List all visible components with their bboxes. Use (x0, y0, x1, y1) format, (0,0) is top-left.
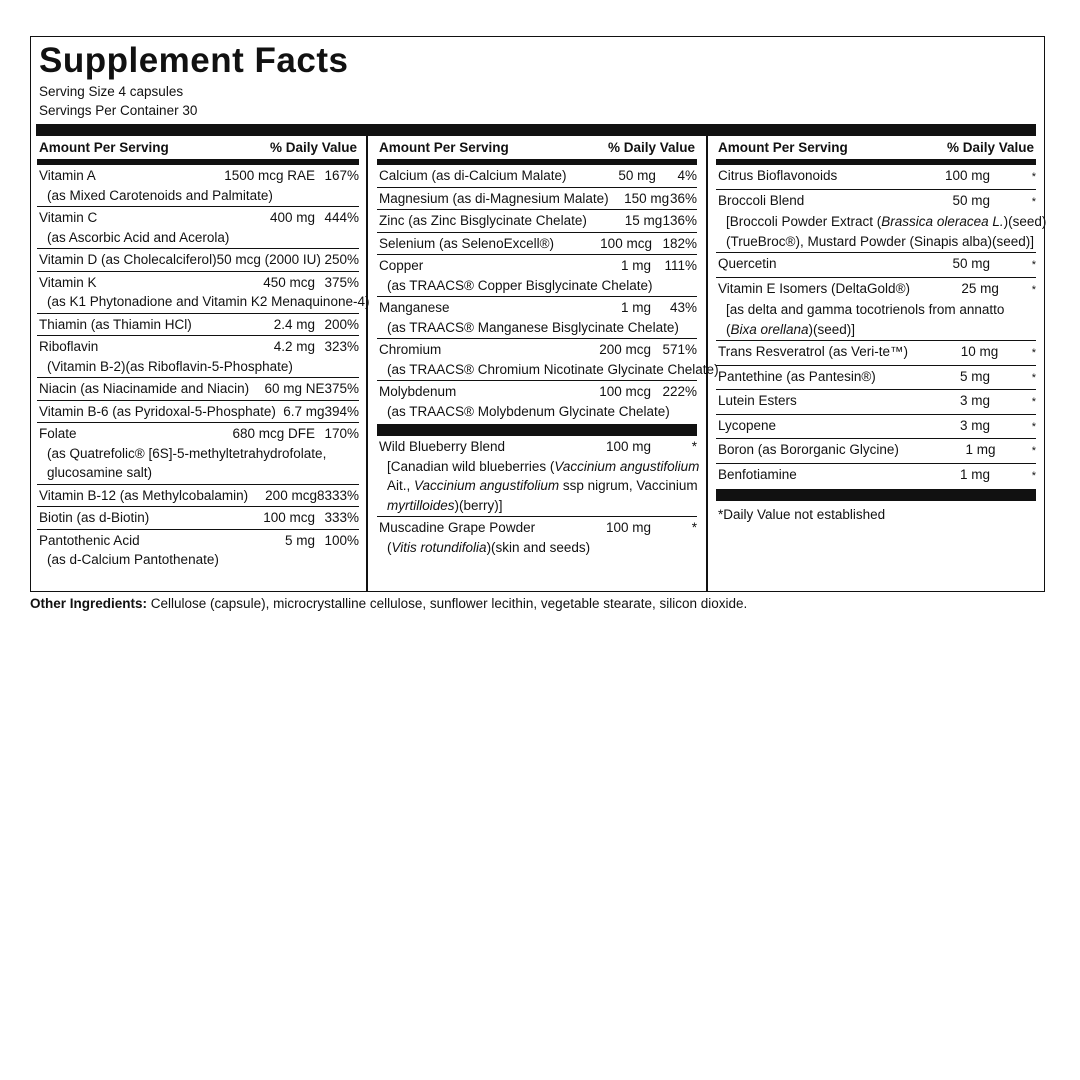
nutrient-amount: 1 mg (620, 300, 651, 315)
amount-per-serving-label: Amount Per Serving (39, 140, 169, 155)
daily-value: 394% (324, 403, 359, 419)
footnote: *Daily Value not established (718, 507, 886, 522)
nutrient-amount: 200 mcg (599, 342, 651, 357)
section-divider-bar (716, 489, 1036, 501)
daily-value: * (1031, 259, 1036, 271)
row-main (37, 424, 359, 444)
daily-value: 182% (662, 235, 697, 251)
table-row (716, 278, 1036, 342)
nutrient-source: (Vitis rotundifolia)(skin and seeds) (387, 539, 591, 555)
row-main (716, 166, 1036, 188)
daily-value: * (1031, 396, 1036, 408)
daily-value: * (1031, 195, 1036, 208)
table-row (377, 188, 697, 211)
row-main (377, 256, 697, 276)
row-main (716, 440, 1036, 462)
nutrient-list (377, 165, 719, 422)
row-main (377, 211, 697, 231)
table-row (37, 401, 359, 424)
table-row (377, 436, 700, 517)
row-main (37, 402, 359, 422)
nutrient-source: [as delta and gamma tocotrienols from annatto (726, 302, 1005, 317)
row-main (716, 254, 1036, 276)
table-row (37, 530, 359, 571)
daily-value: * (691, 439, 697, 454)
table-row (377, 255, 697, 297)
nutrient-name: Lutein Esters (718, 393, 797, 408)
nutrient-source: (Vitamin B-2)(as Riboflavin-5-Phosphate) (47, 358, 293, 374)
table-row (716, 165, 1036, 190)
daily-value: * (1031, 445, 1036, 457)
supplement-facts-panel (30, 36, 1045, 592)
nutrient-name: Vitamin A (39, 168, 96, 183)
nutrient-amount: 15 mg (624, 213, 663, 228)
nutrient-name: Citrus Bioflavonoids (718, 168, 838, 183)
daily-value-label: % Daily Value (607, 140, 695, 155)
row-main (377, 518, 697, 538)
nutrient-name: Pantothenic Acid (39, 532, 140, 548)
daily-value: 222% (662, 384, 697, 399)
daily-value: * (1031, 420, 1036, 433)
table-row (37, 207, 359, 249)
section-divider-bar (377, 424, 697, 436)
row-main (37, 486, 359, 506)
daily-value: 571% (662, 342, 697, 357)
row-main (37, 273, 359, 293)
nutrient-name: Vitamin B-6 (as Pyridoxal-5-Phosphate) (39, 403, 276, 419)
table-row (37, 507, 359, 530)
nutrient-source: (as TRAACS® Molybdenum Glycinate Chelate) (387, 403, 670, 419)
nutrient-amount: 100 mcg (599, 384, 651, 399)
nutrient-name: Trans Resveratrol (as Veri-te™) (718, 344, 909, 359)
nutrient-name: Broccoli Blend (718, 192, 805, 208)
nutrient-amount: 25 mg (961, 280, 999, 296)
nutrient-amount: 400 mg (269, 210, 315, 225)
row-main (716, 391, 1036, 413)
row-main (716, 191, 1036, 213)
row-main (716, 416, 1036, 438)
column-header (377, 136, 697, 165)
row-main (377, 166, 697, 186)
amount-per-serving-label: Amount Per Serving (379, 140, 509, 155)
nutrient-name: Biotin (as d-Biotin) (39, 510, 150, 525)
column-header (716, 136, 1036, 165)
row-main (37, 208, 359, 228)
nutrient-name: Vitamin C (39, 210, 98, 225)
row-main (377, 382, 697, 402)
nutrient-amount: 1 mg (620, 258, 651, 273)
nutrient-source: glucosamine salt) (47, 465, 153, 480)
nutrient-source: (as K1 Phytonadione and Vitamin K2 Menaquinone-4) (47, 294, 370, 309)
other-ingredients-label: Other Ingredients: (30, 596, 148, 611)
row-main (37, 508, 359, 528)
nutrient-source: (as TRAACS® Copper Bisglycinate Chelate) (387, 277, 653, 293)
daily-value: * (1031, 283, 1036, 296)
table-row (37, 336, 359, 378)
daily-value: 100% (324, 532, 359, 548)
nutrient-name: Vitamin D (as Cholecalciferol) (39, 252, 217, 267)
nutrient-amount: 1 mg (965, 442, 996, 457)
row-main (37, 166, 359, 186)
daily-value: 4% (677, 168, 697, 183)
nutrient-source: (as TRAACS® Manganese Bisglycinate Chelate) (387, 319, 679, 335)
nutrient-source: (as Quatrefolic® [6S]-5-methyltetrahydrofolate, (47, 445, 327, 461)
table-row (716, 341, 1036, 366)
other-ingredients-text: Cellulose (capsule), microcrystalline cellulose, sunflower lecithin, vegetable stearate, silicon dioxide. (147, 596, 748, 611)
nutrient-name: Vitamin K (39, 274, 97, 290)
column-divider (366, 136, 368, 591)
table-row (716, 366, 1036, 391)
column-1 (37, 136, 370, 571)
nutrient-source: (TrueBroc®), Mustard Powder (Sinapis alba)(seed)] (726, 233, 1035, 249)
nutrient-amount: 50 mg (952, 256, 990, 271)
column-header (37, 136, 359, 165)
nutrient-source: myrtilloides)(berry)] (387, 497, 503, 513)
table-row (716, 439, 1036, 464)
nutrient-name: Magnesium (as di-Magnesium Malate) (379, 190, 609, 206)
daily-value: * (1031, 469, 1036, 482)
nutrient-source: (as Mixed Carotenoids and Palmitate) (47, 187, 273, 203)
nutrient-amount: 60 mg NE (264, 381, 325, 396)
nutrient-name: Thiamin (as Thiamin HCl) (39, 316, 192, 332)
nutrient-amount: 10 mg (960, 344, 999, 359)
row-main (377, 437, 697, 457)
table-row (716, 253, 1036, 278)
nutrient-name: Quercetin (718, 256, 777, 271)
daily-value: * (1031, 371, 1036, 384)
row-main (37, 531, 359, 551)
nutrient-name: Molybdenum (379, 384, 457, 399)
ingredient-list (716, 165, 1047, 487)
table-row (37, 314, 359, 337)
table-row (377, 517, 697, 558)
daily-value: * (1031, 347, 1036, 359)
nutrient-name: Niacin (as Niacinamide and Niacin) (39, 381, 250, 396)
row-main (377, 340, 697, 360)
daily-value: 375% (324, 381, 359, 396)
row-main (377, 189, 697, 209)
daily-value: 170% (324, 426, 359, 441)
nutrient-name: Chromium (379, 342, 442, 357)
panel-title: Supplement Facts (39, 41, 349, 80)
nutrient-name: Riboflavin (39, 339, 99, 354)
nutrient-amount: 3 mg (959, 393, 990, 408)
nutrient-source: (Bixa orellana)(seed)] (726, 321, 856, 337)
amount-per-serving-label: Amount Per Serving (718, 140, 848, 155)
daily-value: 200% (324, 316, 359, 332)
table-row (37, 272, 370, 314)
daily-value: 111% (664, 258, 697, 273)
nutrient-amount: 4.2 mg (273, 339, 315, 354)
nutrient-amount: 2.4 mg (273, 316, 315, 332)
nutrient-amount: 450 mcg (263, 274, 315, 290)
table-row (716, 390, 1036, 415)
serving-size: Serving Size 4 capsules (39, 84, 184, 99)
table-row (37, 378, 359, 401)
row-main (716, 367, 1036, 389)
nutrient-name: Folate (39, 426, 77, 441)
nutrient-amount: 150 mg (624, 190, 670, 206)
nutrient-amount: 200 mcg (265, 487, 317, 503)
daily-value: * (1031, 171, 1036, 183)
nutrient-amount: 5 mg (284, 532, 315, 548)
nutrient-name: Zinc (as Zinc Bisglycinate Chelate) (379, 213, 587, 228)
column-2 (377, 136, 719, 558)
nutrient-amount: 50 mg (618, 168, 656, 183)
nutrient-name: Selenium (as SelenoExcell®) (379, 235, 555, 251)
daily-value-label: % Daily Value (946, 140, 1034, 155)
column-3 (716, 136, 1047, 522)
row-main (377, 234, 697, 254)
table-row (716, 190, 1047, 254)
nutrient-amount: 50 mcg (2000 IU) (216, 252, 321, 267)
daily-value: 250% (324, 252, 359, 267)
nutrient-source: [Broccoli Powder Extract (Brassica oleracea L.)(seed) (726, 214, 1047, 229)
other-ingredients (30, 596, 747, 611)
row-main (37, 315, 359, 335)
row-main (716, 465, 1036, 487)
row-main (377, 298, 697, 318)
nutrient-name: Vitamin E Isomers (DeltaGold®) (718, 280, 911, 296)
nutrient-amount: 100 mg (944, 168, 990, 183)
nutrient-name: Benfotiamine (718, 466, 797, 482)
row-main (37, 379, 359, 399)
daily-value-label: % Daily Value (269, 140, 357, 155)
nutrient-amount: 100 mcg (600, 235, 652, 251)
nutrient-amount: 1 mg (959, 466, 990, 482)
servings-per-container: Servings Per Container 30 (39, 103, 198, 118)
table-row (377, 165, 697, 188)
nutrient-name: Wild Blueberry Blend (379, 439, 506, 454)
nutrient-amount: 50 mg (952, 192, 990, 208)
daily-value: 333% (324, 510, 359, 525)
top-divider-bar (36, 124, 1036, 136)
nutrient-amount: 3 mg (959, 417, 990, 433)
blend-list (377, 436, 700, 558)
nutrient-amount: 1500 mcg RAE (224, 168, 315, 183)
nutrient-source: (as d-Calcium Pantothenate) (47, 552, 219, 567)
daily-value: 36% (669, 190, 697, 206)
row-main (716, 279, 1036, 301)
nutrient-amount: 100 mg (605, 520, 651, 535)
table-row (37, 165, 359, 207)
nutrient-amount: 6.7 mg (283, 403, 325, 419)
row-main (37, 250, 359, 270)
table-row (377, 339, 719, 381)
daily-value: 167% (324, 168, 359, 183)
nutrient-name: Manganese (379, 300, 450, 315)
nutrient-name: Vitamin B-12 (as Methylcobalamin) (39, 487, 249, 503)
daily-value: * (691, 520, 697, 535)
nutrient-amount: 5 mg (959, 368, 990, 384)
nutrient-name: Copper (379, 258, 424, 273)
nutrient-name: Muscadine Grape Powder (379, 520, 536, 535)
table-row (377, 210, 697, 233)
table-row (377, 233, 697, 256)
table-row (37, 249, 359, 272)
table-row (716, 464, 1036, 488)
table-row (37, 423, 359, 485)
nutrient-name: Lycopene (718, 417, 777, 433)
nutrient-amount: 100 mg (605, 439, 651, 454)
table-row (377, 381, 697, 422)
nutrient-source: (as Ascorbic Acid and Acerola) (47, 229, 230, 245)
nutrient-amount: 100 mcg (263, 510, 315, 525)
nutrient-list (37, 165, 370, 571)
row-main (37, 337, 359, 357)
nutrient-source: (as TRAACS® Chromium Nicotinate Glycinate Chelate) (387, 361, 719, 377)
nutrient-name: Boron (as Bororganic Glycine) (718, 442, 899, 457)
row-main (716, 342, 1036, 364)
daily-value: 444% (324, 210, 359, 225)
table-row (716, 415, 1036, 440)
nutrient-source: [Canadian wild blueberries (Vaccinium angustifolium (387, 458, 700, 474)
daily-value: 43% (669, 300, 697, 315)
nutrient-name: Calcium (as di-Calcium Malate) (379, 168, 567, 183)
nutrient-amount: 680 mcg DFE (232, 426, 315, 441)
table-row (377, 297, 697, 339)
nutrient-name: Pantethine (as Pantesin®) (718, 368, 876, 384)
daily-value: 8333% (316, 487, 359, 503)
daily-value: 375% (324, 274, 359, 290)
daily-value: 136% (662, 213, 697, 228)
table-row (37, 485, 359, 508)
nutrient-source: Ait., Vaccinium angustifolium ssp nigrum, Vaccinium (387, 478, 698, 493)
daily-value: 323% (324, 339, 359, 354)
